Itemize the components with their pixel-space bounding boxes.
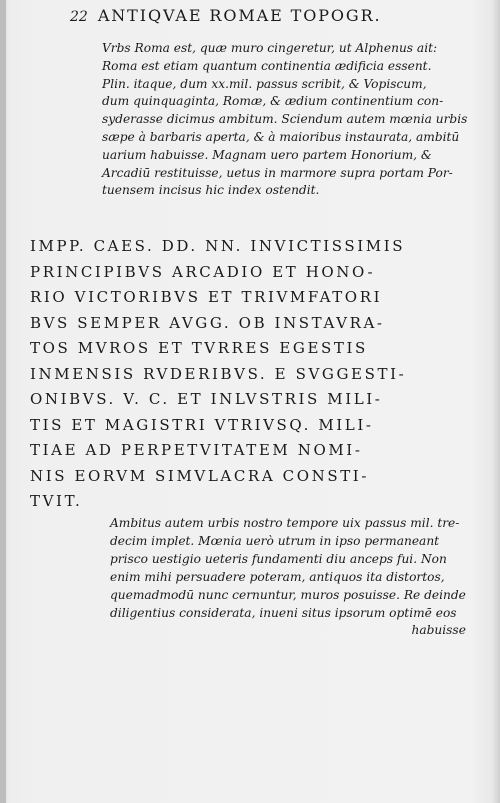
inscription-line: INMENSIS RVDERIBVS. E SVGGESTI- [30,364,407,383]
text-line: Ambitus autem urbis nostro tempore uix passus mil. tre- [110,516,460,530]
text-line: habuisse [411,623,466,638]
inscription-line: TIAE AD PERPETVITATEM NOMI- [30,441,363,459]
text-line: quemadmodū nunc cernuntur, muros posuisse. Re deinde [110,587,466,602]
text-line: uarium habuisse. Magnam uero partem Honorium, & [102,147,432,162]
inscription-line: TVIT. [30,492,83,510]
text-line: dum quinquaginta, Romæ, & ædium continentium con- [102,94,444,109]
inscription-line: TIS ET MAGISTRI VTRIVSQ. MILI- [30,415,374,434]
inscription-line: TOS MVROS ET TVRRES EGESTIS [30,339,368,357]
page-number: 22 [70,9,88,25]
paragraph-intro [102,40,467,200]
text-line: Vrbs Roma est, quæ muro cingeretur, ut Alphenus ait: [102,41,438,55]
text-line: diligentius considerata, inueni situs ipsorum optimē eos [110,605,457,620]
running-head [70,6,490,25]
inscription-line: IMPP. CAES. DD. NN. INVICTISSIMIS [30,237,406,255]
text-line: syderasse dicimus ambitum. Sciendum autem mœnia urbis [102,112,468,127]
text-line: Roma est etiam quantum continentia ædificia essent. [102,58,432,73]
latin-inscription [30,234,470,515]
page-gutter-shadow [0,0,6,803]
text-line: Arcadiū restituisse, uetus in marmore supra portam Por- [102,165,453,180]
inscription-line: ONIBVS. V. C. ET INLVSTRIS MILI- [30,390,383,408]
text-line: tuensem incisus hic index ostendit. [102,183,320,198]
text-line: Plin. itaque, dum xx.mil. passus scribit, & Vopiscum, [102,76,427,91]
text-line: decim implet. Mœnia uerò utrum in ipso permaneant [110,533,440,548]
text-line: sæpe à barbaris aperta, & à maioribus instaurata, ambitū [102,129,460,144]
text-line: enim mihi persuadere poteram, antiquos ita distortos, [110,569,445,584]
paragraph-ambitus [110,515,466,640]
inscription-line: RIO VICTORIBVS ET TRIVMFATORI [30,288,383,306]
inscription-line: NIS EORVM SIMVLACRA CONSTI- [30,466,369,485]
inscription-line: BVS SEMPER AVGG. OB INSTAVRA- [30,313,385,332]
running-title: ANTIQVAE ROMAE TOPOGR. [97,6,382,25]
text-line: prisco uestigio ueteris fundamenti diu anceps fui. Non [110,551,447,566]
inscription-line: PRINCIPIBVS ARCADIO ET HONO- [30,262,376,281]
